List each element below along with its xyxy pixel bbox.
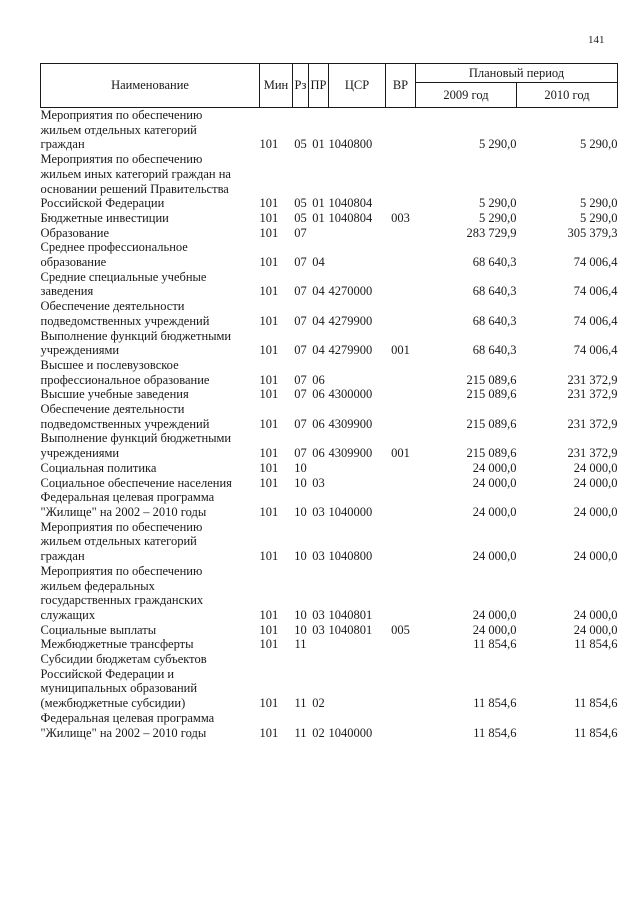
cell-2010: 74 006,4 [573, 255, 618, 270]
cell-name-line: Мероприятия по обеспечению [40, 108, 203, 122]
cell-name-line: Среднее профессиональное [40, 240, 188, 255]
cell-min: 101 [259, 504, 279, 519]
cell-name [41, 431, 260, 460]
cell-pr: 04 [312, 255, 325, 270]
cell-name [41, 637, 260, 652]
cell-rz: 10 [294, 504, 307, 519]
cell-name-line: учреждениями [40, 446, 120, 461]
table-row [41, 226, 618, 241]
cell-name-line: Мероприятия по обеспечению [40, 563, 203, 578]
cell-name [41, 564, 260, 623]
cell-2009: 24 000,0 [472, 475, 517, 490]
cell-name-line: (межбюджетные субсидии) [40, 696, 186, 711]
cell-csr: 4270000 [328, 284, 373, 299]
cell-csr: 1040801 [328, 622, 373, 637]
cell-name-line: Образование [40, 225, 110, 240]
cell-csr [329, 461, 386, 476]
cell-rz: 07 [294, 416, 307, 431]
cell-vr: 003 [391, 210, 410, 225]
cell-name [41, 623, 260, 638]
cell-min: 101 [259, 446, 279, 461]
cell-2010: 24 000,0 [573, 460, 618, 475]
cell-2009: 5 290,0 [479, 137, 517, 152]
cell-name [41, 711, 260, 740]
cell-name-line: подведомственных учреждений [40, 313, 210, 328]
cell-min: 101 [259, 210, 279, 225]
table-row [41, 240, 618, 269]
cell-vr [386, 652, 416, 711]
cell-name-line: Федеральная целевая программа [40, 490, 215, 505]
cell-rz: 10 [294, 607, 307, 622]
cell-rz: 10 [294, 622, 307, 637]
cell-name-line: профессиональное образование [40, 372, 210, 387]
cell-name-line: Мероприятия по обеспечению [40, 152, 203, 167]
cell-2010: 231 372,9 [567, 416, 618, 431]
cell-rz: 07 [294, 225, 307, 240]
cell-rz: 07 [294, 372, 307, 387]
header-plan-period: Плановый период [416, 64, 618, 83]
cell-vr [386, 461, 416, 476]
cell-2010: 5 290,0 [580, 210, 618, 225]
cell-2009: 11 854,6 [473, 696, 517, 711]
cell-csr: 1040804 [328, 196, 373, 211]
header-pr: ПР [309, 64, 329, 108]
cell-name-line: Средние специальные учебные [40, 269, 207, 284]
table-row [41, 637, 618, 652]
budget-table [40, 63, 618, 740]
cell-name-line: Бюджетные инвестиции [40, 210, 169, 225]
cell-2010: 74 006,4 [573, 343, 618, 358]
cell-vr [386, 402, 416, 431]
cell-2010: 231 372,9 [567, 372, 618, 387]
cell-min: 101 [259, 460, 279, 475]
cell-vr [386, 299, 416, 328]
cell-2009: 68 640,3 [472, 255, 517, 270]
cell-name-line: Социальные выплаты [40, 622, 157, 637]
cell-vr [386, 108, 416, 153]
cell-name-line: Российской Федерации и [40, 666, 175, 681]
cell-min: 101 [259, 196, 279, 211]
cell-name-line: Выполнение функций бюджетными [40, 328, 232, 343]
cell-min: 101 [259, 343, 279, 358]
header-year-2010: 2010 год [517, 83, 618, 108]
cell-2009: 24 000,0 [472, 622, 517, 637]
cell-min: 101 [259, 475, 279, 490]
cell-name-line: "Жилище" на 2002 – 2010 годы [40, 725, 207, 740]
cell-rz: 10 [294, 475, 307, 490]
cell-pr: 03 [312, 549, 325, 564]
cell-vr: 005 [391, 622, 410, 637]
cell-name [41, 358, 260, 387]
cell-rz: 10 [294, 460, 307, 475]
cell-2009: 215 089,6 [466, 416, 517, 431]
cell-name-line: "Жилище" на 2002 – 2010 годы [40, 504, 207, 519]
cell-name [41, 387, 260, 402]
cell-name-line: Социальное обеспечение населения [40, 475, 232, 490]
cell-min: 101 [259, 622, 279, 637]
cell-pr: 02 [312, 696, 325, 711]
cell-csr: 1040800 [328, 137, 373, 152]
cell-vr [386, 490, 416, 519]
cell-name [41, 520, 260, 564]
table-row [41, 564, 618, 623]
cell-csr [329, 476, 386, 491]
cell-2010: 24 000,0 [573, 607, 618, 622]
cell-name [41, 152, 260, 211]
cell-2009: 24 000,0 [472, 460, 517, 475]
cell-vr [386, 358, 416, 387]
table-row [41, 270, 618, 299]
header-min: Мин [260, 64, 293, 108]
cell-name [41, 652, 260, 711]
cell-pr: 04 [312, 313, 325, 328]
cell-name-line: Высшее и послевузовское [40, 357, 179, 372]
cell-rz: 05 [294, 137, 307, 152]
cell-2009: 283 729,9 [466, 225, 517, 240]
cell-2009: 215 089,6 [466, 372, 517, 387]
table-row [41, 623, 618, 638]
cell-name [41, 490, 260, 519]
table-row [41, 520, 618, 564]
cell-name-line: Социальная политика [40, 460, 157, 475]
cell-pr: 06 [312, 372, 325, 387]
cell-name-line: учреждениями [40, 343, 120, 358]
cell-name [41, 299, 260, 328]
cell-name [41, 240, 260, 269]
cell-vr [386, 240, 416, 269]
cell-2009: 68 640,3 [472, 284, 517, 299]
cell-2010: 24 000,0 [573, 622, 618, 637]
table-row [41, 387, 618, 402]
table-row [41, 652, 618, 711]
cell-csr: 1040000 [328, 504, 373, 519]
cell-2010: 74 006,4 [573, 313, 618, 328]
cell-min: 101 [259, 255, 279, 270]
cell-name-line: Федеральная целевая программа [40, 710, 215, 725]
cell-name [41, 476, 260, 491]
cell-rz: 07 [294, 284, 307, 299]
cell-rz: 10 [294, 549, 307, 564]
cell-name-line: граждан [40, 137, 85, 152]
cell-vr [386, 637, 416, 652]
cell-pr: 01 [312, 210, 325, 225]
cell-csr: 1040000 [328, 725, 373, 740]
cell-vr [386, 520, 416, 564]
table-header [41, 64, 618, 108]
cell-pr: 03 [312, 504, 325, 519]
cell-min: 101 [259, 372, 279, 387]
cell-csr [329, 226, 386, 241]
cell-vr [386, 387, 416, 402]
table-row [41, 431, 618, 460]
cell-2010: 11 854,6 [574, 637, 618, 652]
cell-csr: 4309900 [328, 446, 373, 461]
cell-csr: 1040801 [328, 607, 373, 622]
cell-name-line: государственных гражданских [40, 593, 204, 608]
cell-pr: 04 [312, 284, 325, 299]
cell-name-line: муниципальных образований [40, 681, 198, 696]
cell-csr [329, 240, 386, 269]
cell-name-line: основании решений Правительства [40, 181, 229, 196]
cell-name [41, 226, 260, 241]
cell-2010: 74 006,4 [573, 284, 618, 299]
cell-name [41, 108, 260, 153]
cell-name-line: Субсидии бюджетам субъектов [40, 652, 207, 667]
table-row [41, 402, 618, 431]
cell-csr [329, 637, 386, 652]
cell-csr [329, 358, 386, 387]
cell-2009: 68 640,3 [472, 313, 517, 328]
table-row [41, 299, 618, 328]
table-row [41, 461, 618, 476]
header-vr: ВР [386, 64, 416, 108]
cell-vr [386, 711, 416, 740]
cell-rz: 07 [294, 387, 307, 402]
cell-csr: 1040800 [328, 549, 373, 564]
cell-pr [309, 461, 329, 476]
cell-2010: 305 379,3 [567, 225, 618, 240]
cell-vr [386, 270, 416, 299]
cell-2010: 24 000,0 [573, 549, 618, 564]
table-row [41, 358, 618, 387]
cell-2010: 24 000,0 [573, 504, 618, 519]
cell-2009: 24 000,0 [472, 549, 517, 564]
cell-rz: 05 [294, 210, 307, 225]
cell-vr [386, 564, 416, 623]
cell-csr [329, 652, 386, 711]
cell-pr: 06 [312, 446, 325, 461]
cell-csr: 4279900 [328, 313, 373, 328]
cell-2009: 215 089,6 [466, 446, 517, 461]
cell-2009: 11 854,6 [473, 725, 517, 740]
cell-min: 101 [259, 549, 279, 564]
cell-rz: 11 [294, 637, 307, 652]
cell-name-line: Обеспечение деятельности [40, 299, 185, 314]
cell-csr: 4309900 [328, 416, 373, 431]
cell-name-line: граждан [40, 549, 85, 564]
cell-min: 101 [259, 137, 279, 152]
cell-name-line: жильем отдельных категорий [40, 534, 197, 549]
cell-2010: 231 372,9 [567, 446, 618, 461]
cell-vr [386, 226, 416, 241]
cell-pr [309, 637, 329, 652]
cell-min: 101 [259, 284, 279, 299]
cell-name-line: жильем иных категорий граждан на [40, 166, 231, 181]
cell-2010: 24 000,0 [573, 475, 618, 490]
cell-pr: 06 [312, 387, 325, 402]
cell-2010: 11 854,6 [574, 696, 618, 711]
table-row [41, 490, 618, 519]
cell-name [41, 211, 260, 226]
table-row [41, 211, 618, 226]
cell-name-line: Межбюджетные трансферты [40, 637, 194, 652]
cell-2010: 231 372,9 [567, 387, 618, 402]
cell-name-line: заведения [40, 284, 94, 299]
cell-2009: 24 000,0 [472, 504, 517, 519]
cell-2009: 5 290,0 [479, 210, 517, 225]
cell-2010: 11 854,6 [574, 725, 618, 740]
cell-min: 101 [259, 313, 279, 328]
cell-pr: 01 [312, 196, 325, 211]
cell-2009: 24 000,0 [472, 607, 517, 622]
cell-name-line: Российской Федерации [40, 196, 165, 211]
table-body [41, 108, 618, 741]
page-number: 141 [588, 34, 605, 46]
cell-name-line: служащих [40, 607, 96, 622]
cell-name-line: Выполнение функций бюджетными [40, 431, 232, 446]
cell-name [41, 270, 260, 299]
cell-csr: 4279900 [328, 343, 373, 358]
cell-name-line: Мероприятия по обеспечению [40, 519, 203, 534]
cell-2009: 11 854,6 [473, 637, 517, 652]
cell-name-line: Обеспечение деятельности [40, 402, 185, 417]
cell-rz: 07 [294, 255, 307, 270]
cell-min: 101 [259, 637, 279, 652]
table-row [41, 711, 618, 740]
cell-rz: 07 [294, 446, 307, 461]
cell-min: 101 [259, 607, 279, 622]
cell-min: 101 [259, 696, 279, 711]
cell-pr: 06 [312, 416, 325, 431]
cell-csr: 4300000 [328, 387, 373, 402]
cell-2010: 5 290,0 [580, 196, 618, 211]
cell-2009: 215 089,6 [466, 387, 517, 402]
cell-min: 101 [259, 416, 279, 431]
cell-name [41, 461, 260, 476]
header-name: Наименование [41, 64, 260, 108]
cell-pr [309, 226, 329, 241]
cell-rz: 07 [294, 343, 307, 358]
cell-vr [386, 152, 416, 211]
cell-2009: 68 640,3 [472, 343, 517, 358]
cell-name-line: подведомственных учреждений [40, 416, 210, 431]
cell-vr: 001 [391, 343, 410, 358]
cell-min: 101 [259, 387, 279, 402]
header-csr: ЦСР [329, 64, 386, 108]
cell-rz: 11 [294, 696, 307, 711]
cell-rz: 07 [294, 313, 307, 328]
cell-name-line: жильем отдельных категорий [40, 122, 197, 137]
cell-2010: 5 290,0 [580, 137, 618, 152]
cell-pr: 04 [312, 343, 325, 358]
table-row [41, 108, 618, 153]
header-year-2009: 2009 год [416, 83, 517, 108]
cell-pr: 02 [312, 725, 325, 740]
cell-vr: 001 [391, 446, 410, 461]
cell-name-line: Высшие учебные заведения [40, 387, 189, 402]
cell-pr: 03 [312, 622, 325, 637]
cell-name [41, 329, 260, 358]
header-rz: Рз [293, 64, 309, 108]
cell-vr [386, 476, 416, 491]
cell-pr: 01 [312, 137, 325, 152]
table-row [41, 476, 618, 491]
cell-min: 101 [259, 225, 279, 240]
cell-name [41, 402, 260, 431]
cell-rz: 11 [294, 725, 307, 740]
cell-rz: 05 [294, 196, 307, 211]
cell-name-line: жильем федеральных [40, 578, 155, 593]
cell-2009: 5 290,0 [479, 196, 517, 211]
cell-pr: 03 [312, 607, 325, 622]
cell-min: 101 [259, 725, 279, 740]
cell-pr: 03 [312, 475, 325, 490]
table-row [41, 152, 618, 211]
cell-name-line: образование [40, 255, 107, 270]
cell-csr: 1040804 [328, 210, 373, 225]
table-row [41, 329, 618, 358]
